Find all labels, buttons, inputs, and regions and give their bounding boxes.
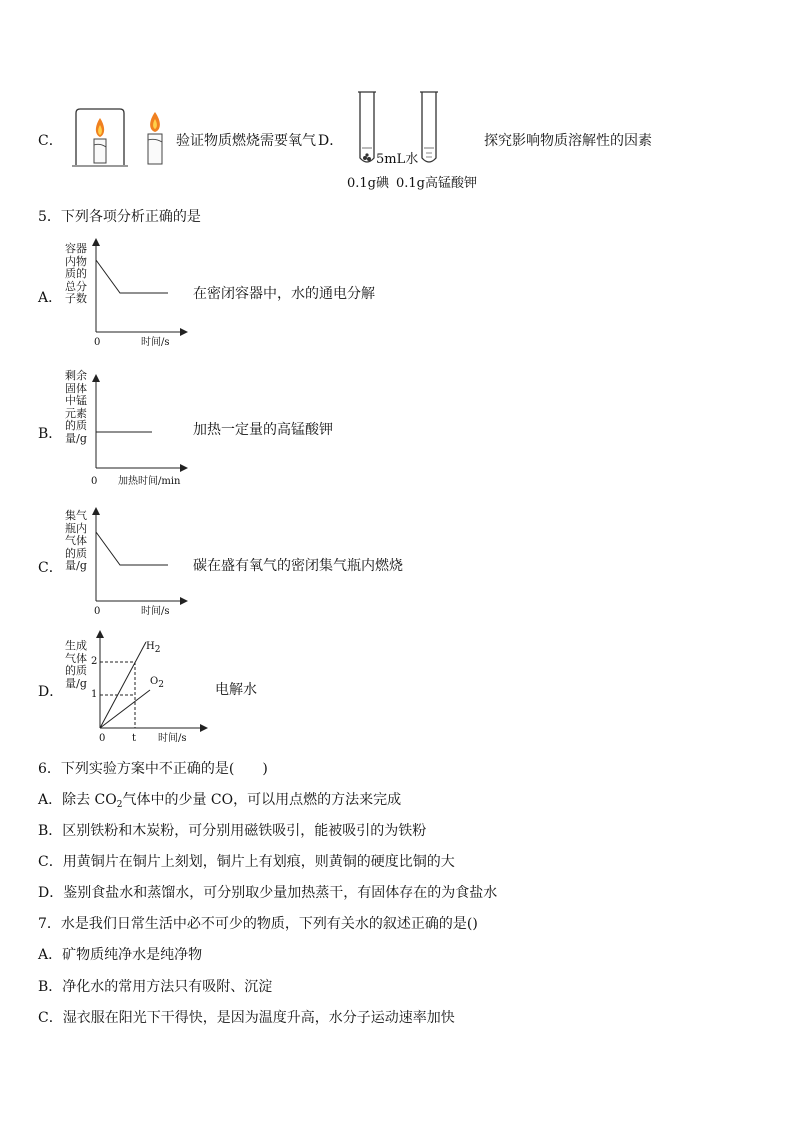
q5-b-ylabel: 剩余 固体 中锰 元素 的质 量/g bbox=[65, 369, 87, 445]
q5-d-y-mark-1: 1 bbox=[91, 689, 98, 700]
q5-d-xlabel: 时间/s bbox=[158, 733, 187, 744]
q5-d-h2-label: $H_2$ bbox=[146, 641, 161, 655]
q5-option-b-label: B． bbox=[38, 426, 63, 442]
q7-option-c: C．湿衣服在阳光下干得快，是因为温度升高，水分子运动速率加快 bbox=[38, 1010, 455, 1026]
q6-option-b: B．区别铁粉和木炭粉，可分别用磁铁吸引，能被吸引的为铁粉 bbox=[38, 823, 427, 839]
o2-line bbox=[100, 690, 150, 728]
q4-option-c-label: C． bbox=[38, 133, 63, 149]
q5-b-origin: 0 bbox=[91, 476, 98, 487]
q5-option-c-label: C． bbox=[38, 560, 63, 576]
data-line bbox=[96, 532, 168, 565]
q5-a-desc: 在密闭容器中，水的通电分解 bbox=[193, 286, 375, 302]
q5-c-origin: 0 bbox=[94, 606, 101, 617]
q4-option-d-label: D． bbox=[318, 133, 344, 149]
q5-a-xlabel: 时间/s bbox=[141, 337, 170, 348]
q7-option-b: B．净化水的常用方法只有吸附、沉淀 bbox=[38, 979, 273, 995]
q5-stem: 5．下列各项分析正确的是 bbox=[38, 209, 201, 225]
q5-c-xlabel: 时间/s bbox=[141, 606, 170, 617]
q5-b-xlabel: 加热时间/min bbox=[118, 476, 181, 487]
q4-option-c-text: 验证物质燃烧需要氧气 bbox=[176, 133, 316, 149]
iodine-label: 0.1g碘 bbox=[347, 176, 389, 191]
q5-d-x-mark: t bbox=[132, 733, 137, 744]
q7-stem: 7．水是我们日常生活中必不可少的物质，下列有关水的叙述正确的是() bbox=[38, 916, 478, 932]
q6-option-d: D．鉴别食盐水和蒸馏水，可分别取少量加热蒸干，有固体存在的为食盐水 bbox=[38, 885, 498, 901]
q5-d-ylabel: 生成 气体 的质 量/g bbox=[65, 639, 87, 690]
q5-d-y-mark-2: 2 bbox=[91, 656, 98, 667]
q5-c-desc: 碳在盛有氧气的密闭集气瓶内燃烧 bbox=[193, 558, 403, 574]
h2-line bbox=[100, 642, 146, 728]
permanganate-label: 0.1g高锰酸钾 bbox=[396, 176, 477, 191]
candle-in-beaker-illustration bbox=[70, 105, 130, 169]
q7-option-a: A．矿物质纯净水是纯净物 bbox=[38, 947, 203, 963]
q5-b-graph bbox=[90, 372, 190, 472]
q5-c-graph bbox=[90, 505, 190, 605]
q6-stem: 6．下列实验方案中不正确的是( ) bbox=[38, 761, 268, 777]
water-volume-label: 5mL水 bbox=[376, 152, 419, 167]
q5-c-ylabel: 集气 瓶内 气体 的质 量/g bbox=[65, 509, 87, 572]
candle-in-air-illustration bbox=[142, 110, 168, 168]
q5-d-desc: 电解水 bbox=[215, 682, 257, 698]
test-tube-iodine bbox=[356, 88, 378, 168]
q5-option-d-label: D． bbox=[38, 684, 64, 700]
q5-b-desc: 加热一定量的高锰酸钾 bbox=[193, 422, 333, 438]
q5-a-origin: 0 bbox=[94, 337, 101, 348]
q6-option-a: A．除去 $CO_2$气体中的少量 CO，可以用点燃的方法来完成 bbox=[38, 792, 402, 810]
q5-d-o2-label: $O_2$ bbox=[150, 676, 164, 690]
test-tube-permanganate bbox=[418, 88, 440, 168]
q5-option-a-label: A． bbox=[38, 290, 63, 306]
q5-a-graph bbox=[90, 236, 190, 336]
q5-d-origin: 0 bbox=[99, 733, 106, 744]
q5-a-ylabel: 容器 内物 质的 总分 子数 bbox=[65, 242, 87, 305]
q6-option-c: C．用黄铜片在铜片上刻划，铜片上有划痕，则黄铜的硬度比铜的大 bbox=[38, 854, 455, 870]
q4-option-d-text: 探究影响物质溶解性的因素 bbox=[484, 133, 652, 149]
data-line bbox=[96, 260, 168, 293]
